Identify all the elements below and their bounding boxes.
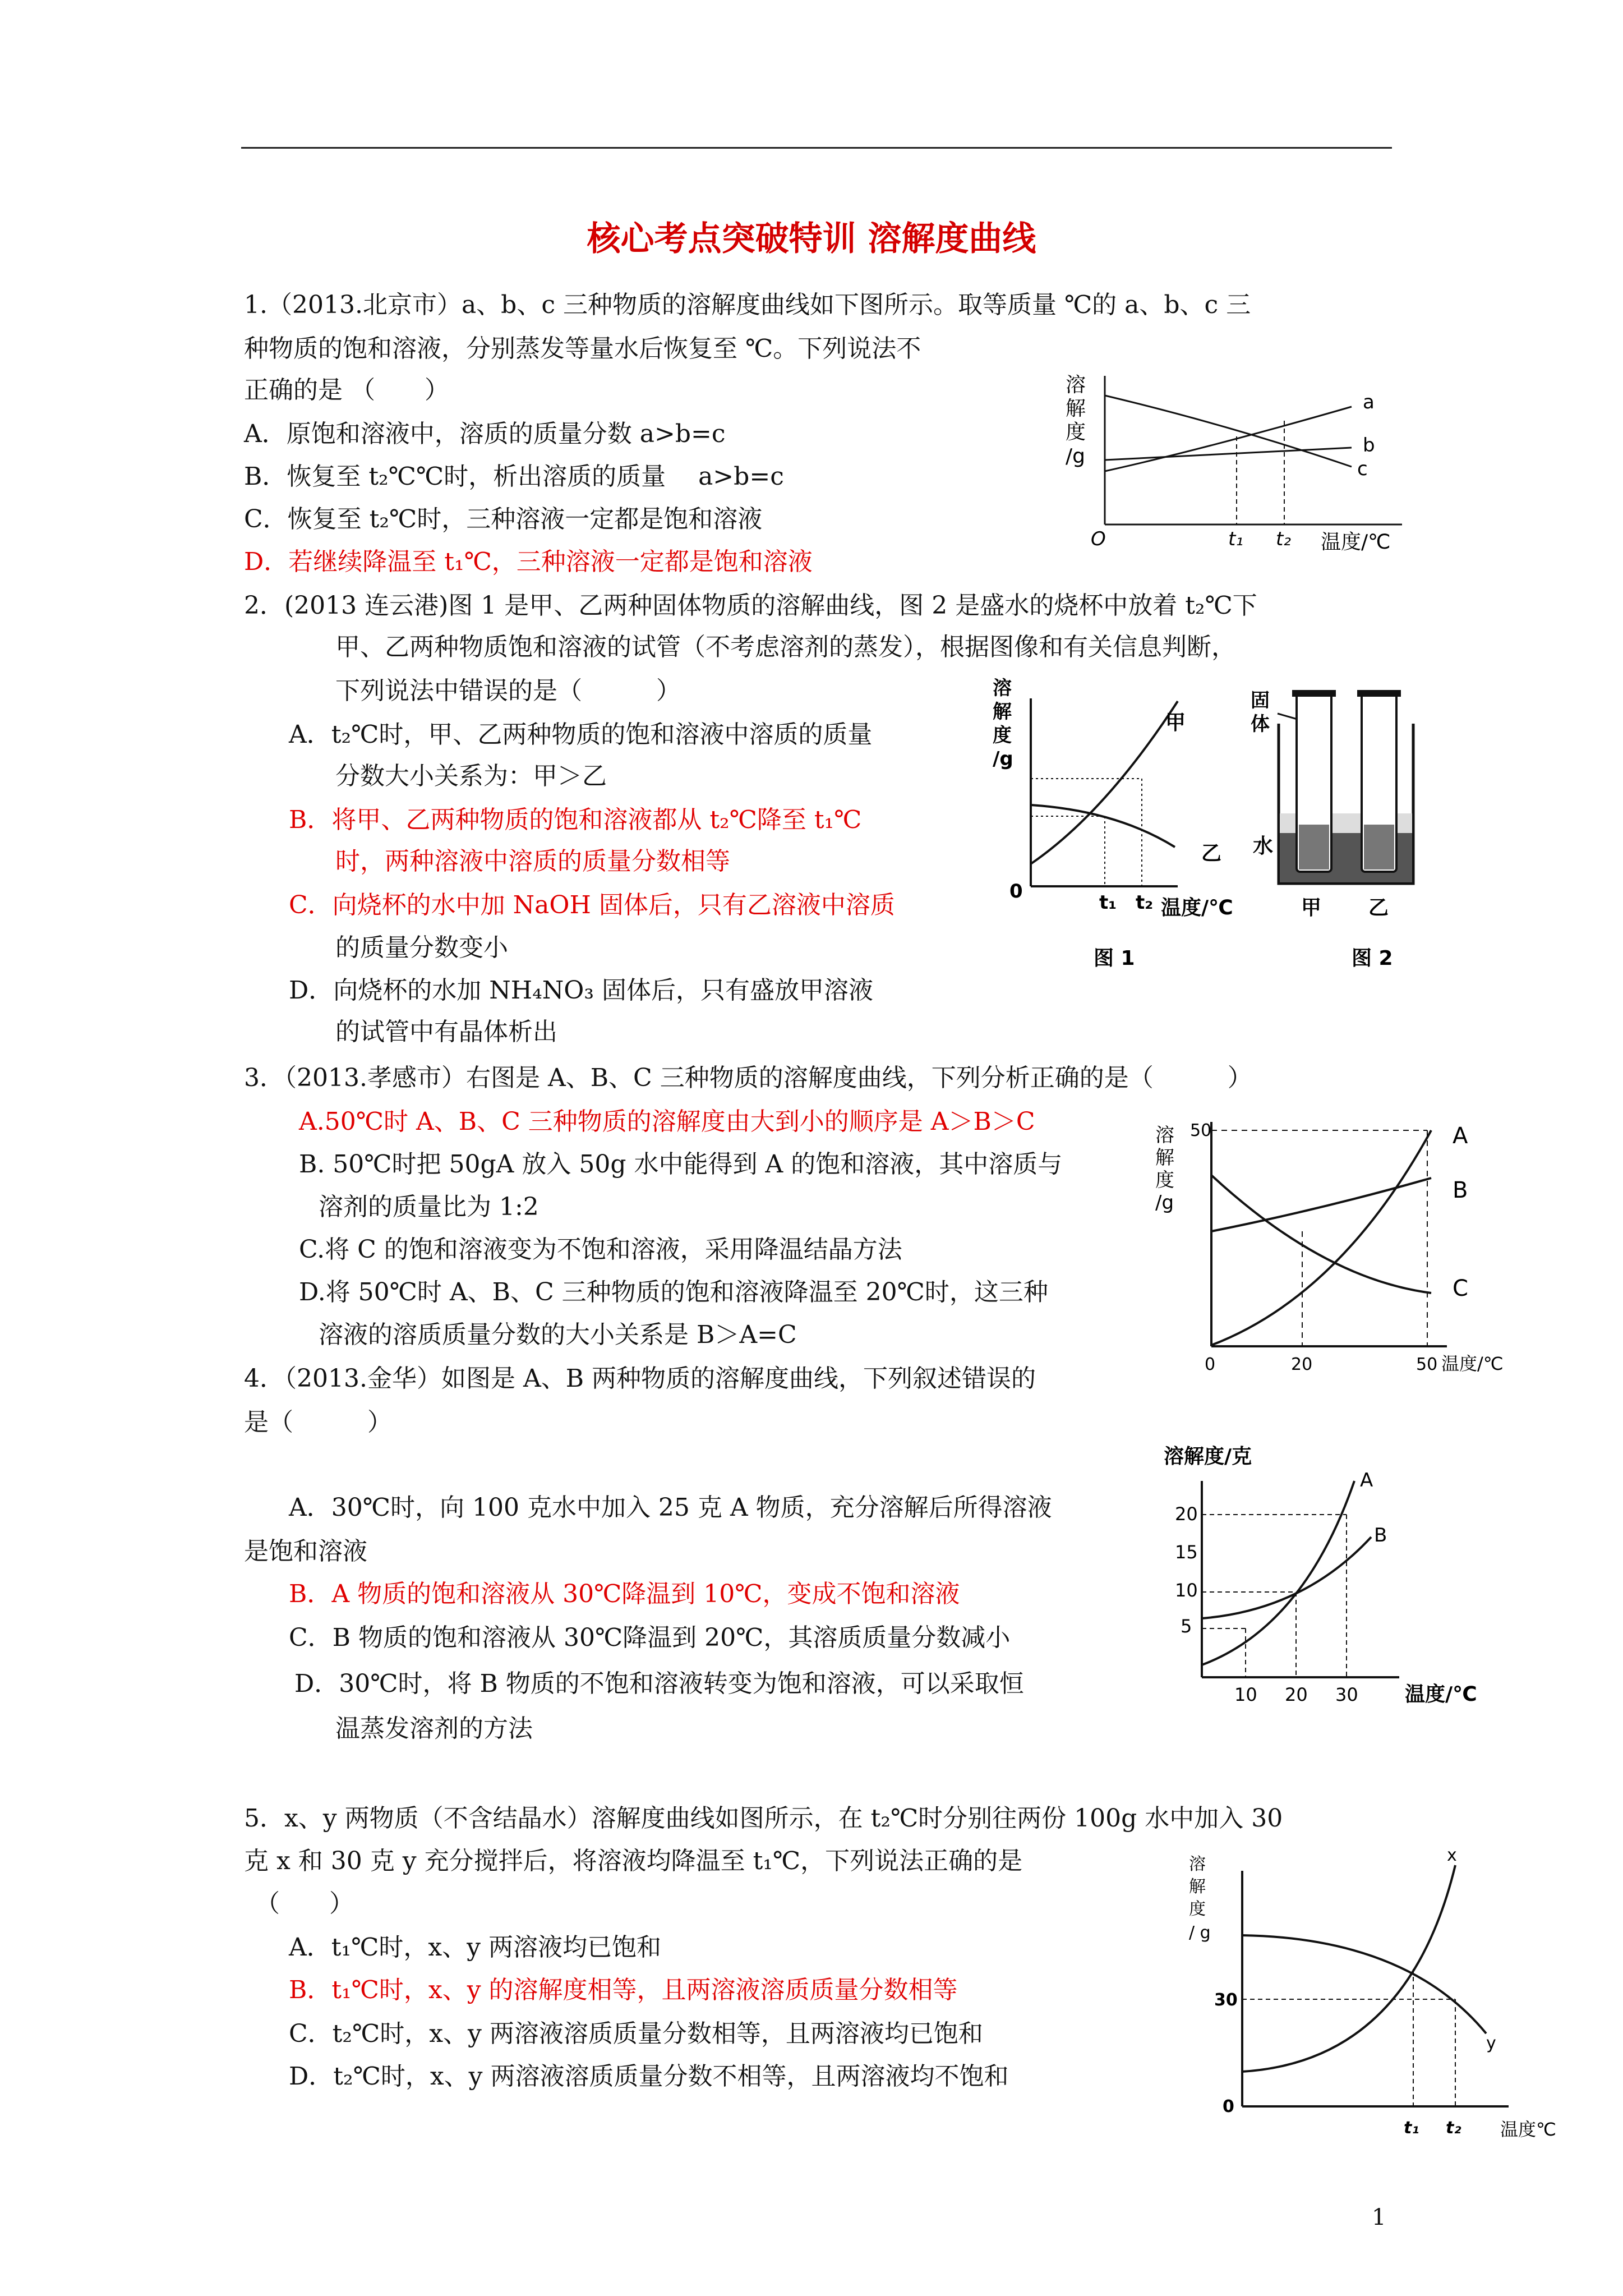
q1-ylabel-3: 度 bbox=[1066, 421, 1086, 444]
q2f2-jia: 甲 bbox=[1301, 896, 1322, 919]
q3-xlabel: 温度/℃ bbox=[1441, 1353, 1504, 1374]
q2f2-yi: 乙 bbox=[1368, 896, 1389, 919]
q2-figure-2 bbox=[1251, 684, 1436, 976]
q1-line3: 正确的是 （ ） bbox=[244, 376, 449, 404]
q4-line2: 是（ ） bbox=[244, 1408, 392, 1437]
q5-line1: 5．x、y 两物质（不含结晶水）溶解度曲线如图所示，在 t₂℃时分别往两份 100g 水中加入 30 bbox=[244, 1804, 1283, 1833]
q3-option-b-1: B. 50℃时把 50gA 放入 50g 水中能得到 A 的饱和溶液，其中溶质与 bbox=[299, 1150, 1063, 1179]
q5-option-b: B．t₁℃时，x、y 的溶解度相等，且两溶液溶质质量分数相等 bbox=[289, 1976, 958, 2004]
q1-option-b: B．恢复至 t₂℃℃时，析出溶质的质量 a>b=c bbox=[244, 462, 784, 491]
q5-t1: t₁ bbox=[1404, 2118, 1419, 2138]
q5-curve-y bbox=[1242, 1935, 1486, 2033]
q4-xlabel: 温度/℃ bbox=[1405, 1683, 1477, 1706]
q5-figure bbox=[1183, 1843, 1576, 2157]
q5-option-c: C．t₂℃时，x、y 两溶液溶质质量分数相等，且两溶液均已饱和 bbox=[289, 2019, 983, 2048]
q2-line3: 下列说法中错误的是（ ） bbox=[335, 677, 681, 705]
q5-curve-x bbox=[1242, 1865, 1455, 2072]
q2f1-yi: 乙 bbox=[1201, 842, 1222, 865]
q1-ylabel-4: /g bbox=[1066, 445, 1085, 468]
q4-label-b: B bbox=[1374, 1524, 1387, 1547]
q1-figure bbox=[1066, 365, 1424, 555]
q2-option-c-1: C．向烧杯的水中加 NaOH 固体后，只有乙溶液中溶质 bbox=[289, 891, 895, 919]
q2f1-ylabel-4: /g bbox=[993, 748, 1013, 770]
q1-option-a: A．原饱和溶液中，溶质的质量分数 a>b=c bbox=[244, 420, 726, 448]
q4-y15: 15 bbox=[1175, 1542, 1198, 1563]
q2f1-ylabel-3: 度 bbox=[993, 724, 1012, 747]
q5-ylabel-3: 度 bbox=[1189, 1899, 1206, 1919]
q1-t2: t₂ bbox=[1276, 528, 1291, 550]
q5-label-x: x bbox=[1447, 1846, 1457, 1865]
q3-option-c: C.将 C 的饱和溶液变为不饱和溶液，采用降温结晶方法 bbox=[299, 1235, 902, 1264]
q2f1-jia: 甲 bbox=[1165, 711, 1186, 734]
page-number: 1 bbox=[1372, 2205, 1386, 2230]
q3-x50: 50 bbox=[1416, 1355, 1438, 1374]
q1-label-c: c bbox=[1357, 458, 1368, 480]
q3-ylabel-2: 解 bbox=[1155, 1147, 1174, 1169]
q4-option-c: C．B 物质的饱和溶液从 30℃降温到 20℃，其溶质质量分数减小 bbox=[289, 1623, 1011, 1652]
q4-option-a-1: A．30℃时，向 100 克水中加入 25 克 A 物质，充分溶解后所得溶液 bbox=[289, 1493, 1052, 1522]
q2f2-solid: 固 bbox=[1251, 689, 1270, 712]
q4-x10: 10 bbox=[1234, 1684, 1257, 1705]
q2-option-b-2: 时，两种溶液中溶质的质量分数相等 bbox=[335, 847, 730, 876]
q3-figure bbox=[1155, 1111, 1537, 1391]
q4-y5: 5 bbox=[1181, 1616, 1192, 1637]
q3-ylabel-3: 度 bbox=[1155, 1169, 1174, 1191]
q1-origin: O bbox=[1091, 528, 1106, 550]
q2-option-a-2: 分数大小关系为：甲＞乙 bbox=[335, 762, 607, 790]
q5-xlabel: 温度℃ bbox=[1500, 2119, 1556, 2140]
q1-line2: 种物质的饱和溶液，分别蒸发等量水后恢复至 ℃。下列说法不 bbox=[244, 334, 921, 363]
q1-ylabel-1: 溶 bbox=[1066, 374, 1086, 397]
q1-xlabel: 温度/℃ bbox=[1321, 531, 1391, 554]
q3-option-a: A.50℃时 A、B、C 三种物质的溶解度由大到小的顺序是 A＞B＞C bbox=[299, 1107, 1035, 1136]
q1-curve-a bbox=[1105, 407, 1352, 471]
q2f1-ylabel-1: 溶 bbox=[993, 677, 1012, 700]
q1-label-a: a bbox=[1363, 391, 1375, 413]
q1-t1: t₁ bbox=[1228, 528, 1243, 550]
q4-x20: 20 bbox=[1285, 1684, 1308, 1705]
q2-curve-yi bbox=[1031, 805, 1175, 847]
q2-figure-1 bbox=[993, 673, 1251, 976]
q5-ylabel-1: 溶 bbox=[1189, 1855, 1206, 1874]
q2-line2: 甲、乙两种物质饱和溶液的试管（不考虑溶剂的蒸发），根据图像和有关信息判断， bbox=[335, 633, 1236, 661]
q2f1-ylabel-2: 解 bbox=[993, 701, 1012, 723]
q2-option-a-1: A．t₂℃时，甲、乙两种物质的饱和溶液中溶质的质量 bbox=[289, 720, 873, 749]
q4-option-d-2: 温蒸发溶剂的方法 bbox=[335, 1714, 533, 1743]
q2f1-t1: t₁ bbox=[1099, 891, 1117, 914]
q3-option-b-2: 溶剂的质量比为 1:2 bbox=[319, 1193, 539, 1221]
q3-line1: 3．（2013.孝感市）右图是 A、B、C 三种物质的溶解度曲线，下列分析正确的是（ ） bbox=[244, 1064, 1252, 1092]
q4-y10: 10 bbox=[1175, 1580, 1198, 1601]
q2f1-caption: 图 1 bbox=[1094, 947, 1135, 970]
q5-option-d: D．t₂℃时，x、y 两溶液溶质质量分数不相等，且两溶液均不饱和 bbox=[289, 2062, 1009, 2091]
q1-option-c: C．恢复至 t₂℃时，三种溶液一定都是饱和溶液 bbox=[244, 505, 763, 533]
q5-t2: t₂ bbox=[1446, 2118, 1461, 2138]
q5-ylabel-2: 解 bbox=[1189, 1877, 1206, 1897]
q5-y30: 30 bbox=[1214, 1990, 1238, 2010]
q2f2-body: 体 bbox=[1251, 713, 1270, 735]
q4-x30: 30 bbox=[1335, 1684, 1358, 1705]
q5-line2: 克 x 和 30 克 y 充分搅拌后，将溶液均降温至 t₁℃，下列说法正确的是 bbox=[244, 1847, 1023, 1875]
q2-line1: 2．(2013 连云港)图 1 是甲、乙两种固体物质的溶解曲线，图 2 是盛水的烧杯中放着 t₂℃下 bbox=[244, 591, 1257, 620]
q4-label-a: A bbox=[1360, 1469, 1373, 1492]
q3-ylabel-1: 溶 bbox=[1155, 1124, 1174, 1147]
q3-x20: 20 bbox=[1291, 1355, 1313, 1374]
q2f1-xlabel: 温度/℃ bbox=[1161, 896, 1233, 919]
q4-option-a-2: 是饱和溶液 bbox=[244, 1537, 367, 1566]
q3-y50: 50 bbox=[1190, 1121, 1212, 1140]
q2-curve-jia bbox=[1031, 701, 1178, 864]
q5-label-y: y bbox=[1486, 2033, 1496, 2053]
q3-label-c: C bbox=[1453, 1276, 1468, 1301]
q5-line3: （ ） bbox=[255, 1889, 354, 1918]
q2f1-t2: t₂ bbox=[1136, 891, 1154, 914]
q2-option-c-2: 的质量分数变小 bbox=[335, 933, 508, 962]
q2f2-caption: 图 2 bbox=[1352, 947, 1393, 970]
q3-option-d-2: 溶液的溶质质量分数的大小关系是 B＞A=C bbox=[319, 1320, 797, 1349]
q1-ylabel-2: 解 bbox=[1066, 397, 1086, 420]
q2f2-water: 水 bbox=[1253, 835, 1274, 858]
q3-label-b: B bbox=[1453, 1177, 1468, 1203]
q4-option-b: B．A 物质的饱和溶液从 30℃降温到 10℃，变成不饱和溶液 bbox=[289, 1580, 960, 1608]
q1-label-b: b bbox=[1363, 434, 1375, 457]
q2-option-d-1: D．向烧杯的水加 NH₄NO₃ 固体后，只有盛放甲溶液 bbox=[289, 976, 873, 1005]
q3-x0: 0 bbox=[1205, 1355, 1216, 1374]
q4-figure bbox=[1164, 1442, 1500, 1711]
q1-option-d: D．若继续降温至 t₁℃，三种溶液一定都是饱和溶液 bbox=[244, 547, 813, 576]
q3-ylabel-4: /g bbox=[1155, 1191, 1174, 1214]
q4-line1: 4．（2013.金华）如图是 A、B 两种物质的溶解度曲线，下列叙述错误的 bbox=[244, 1364, 1036, 1393]
q5-ylabel-4: / g bbox=[1189, 1923, 1211, 1943]
q5-option-a: A．t₁℃时，x、y 两溶液均已饱和 bbox=[289, 1933, 661, 1962]
q1-line1: 1.（2013.北京市）a、b、c 三种物质的溶解度曲线如下图所示。取等质量 ℃的 a、b、c 三 bbox=[244, 291, 1251, 319]
q3-curve-a bbox=[1211, 1130, 1431, 1345]
q4-y20: 20 bbox=[1175, 1503, 1198, 1525]
page-title: 核心考点突破特训 溶解度曲线 bbox=[587, 219, 1036, 259]
q5-zero: 0 bbox=[1223, 2097, 1234, 2116]
q4-option-d-1: D．30℃时，将 B 物质的不饱和溶液转变为饱和溶液，可以采取恒 bbox=[294, 1669, 1024, 1698]
q2-option-b-1: B．将甲、乙两种物质的饱和溶液都从 t₂℃降至 t₁℃ bbox=[289, 806, 862, 834]
q1-curve-c bbox=[1105, 395, 1352, 467]
q4-title: 溶解度/克 bbox=[1164, 1445, 1252, 1468]
q3-label-a: A bbox=[1453, 1123, 1468, 1149]
q2-option-d-2: 的试管中有晶体析出 bbox=[335, 1018, 557, 1046]
q2f1-zero: 0 bbox=[1009, 880, 1023, 903]
header-rule bbox=[241, 147, 1392, 149]
q3-option-d-1: D.将 50℃时 A、B、C 三种物质的饱和溶液降温至 20℃时，这三种 bbox=[299, 1278, 1048, 1306]
